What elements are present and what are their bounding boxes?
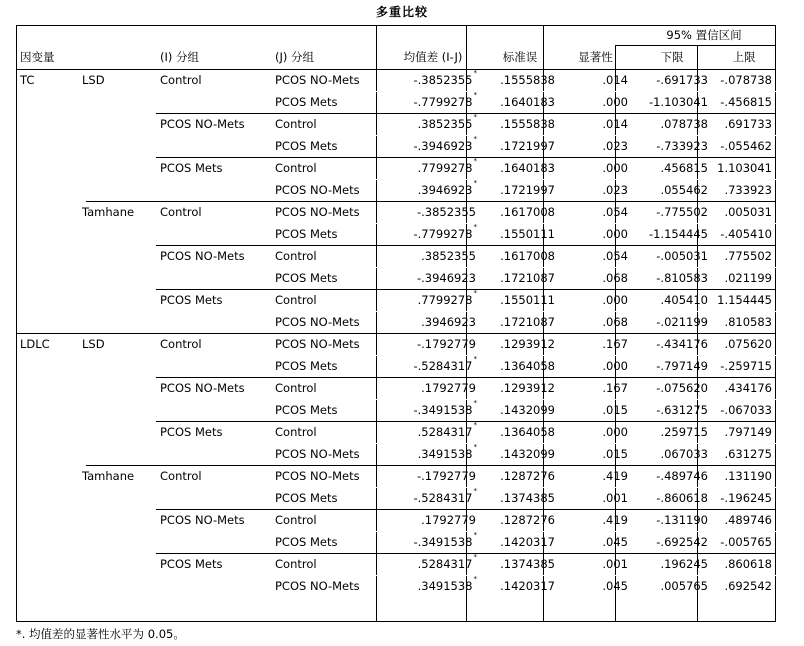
sig-cell: .167 bbox=[602, 337, 628, 351]
upper-cell: .860618 bbox=[724, 557, 772, 571]
dependent-cell bbox=[16, 443, 78, 465]
dependent-cell bbox=[16, 311, 78, 333]
lower-cell: .405410 bbox=[660, 293, 708, 307]
col-divider bbox=[376, 25, 377, 622]
upper-cell: -.055462 bbox=[720, 139, 772, 153]
row-separator bbox=[376, 135, 776, 136]
mean-diff-cell: -.3946923 bbox=[416, 271, 476, 285]
j-group-cell: PCOS Mets bbox=[275, 139, 338, 153]
table-row bbox=[16, 245, 776, 267]
std-err-cell: .1555838 bbox=[500, 117, 555, 131]
significance-marker: * bbox=[473, 179, 477, 187]
sig-cell: .000 bbox=[602, 293, 628, 307]
lower-cell: -.691733 bbox=[656, 73, 708, 87]
i-group-cell: PCOS NO-Mets bbox=[160, 381, 245, 395]
upper-cell: -.456815 bbox=[720, 95, 772, 109]
method-cell bbox=[78, 443, 156, 465]
upper-cell: .434176 bbox=[724, 381, 772, 395]
lower-cell: -.489746 bbox=[656, 469, 708, 483]
j-group-cell: PCOS Mets bbox=[275, 491, 338, 505]
j-group-cell: PCOS NO-Mets bbox=[275, 73, 360, 87]
row-separator bbox=[376, 575, 776, 576]
dependent-cell bbox=[16, 267, 78, 289]
std-err-cell: .1432099 bbox=[500, 447, 555, 461]
std-err-cell: .1432099 bbox=[500, 403, 555, 417]
mean-diff-cell: -.1792779 bbox=[416, 337, 476, 351]
table-row bbox=[16, 179, 776, 201]
group-rule bbox=[156, 289, 776, 290]
mean-diff-cell: -.3852355 bbox=[416, 205, 476, 219]
table-row bbox=[16, 399, 776, 421]
lower-cell: -1.103041 bbox=[648, 95, 708, 109]
dependent-cell bbox=[16, 91, 78, 113]
row-separator bbox=[376, 91, 776, 92]
i-group-cell bbox=[156, 135, 271, 157]
i-group-cell bbox=[156, 223, 271, 245]
upper-cell: .131190 bbox=[724, 469, 772, 483]
significance-marker: * bbox=[473, 487, 477, 495]
dependent-cell bbox=[16, 377, 78, 399]
sig-cell: .014 bbox=[602, 73, 628, 87]
sig-cell: .045 bbox=[602, 535, 628, 549]
j-group-cell: PCOS NO-Mets bbox=[275, 183, 360, 197]
i-group-cell: PCOS NO-Mets bbox=[160, 513, 245, 527]
mean-diff-cell: .3852355 bbox=[421, 249, 476, 263]
group-rule bbox=[156, 245, 776, 246]
mean-diff-cell: .3946923* bbox=[417, 179, 477, 197]
mean-diff-cell: -.3852355* bbox=[413, 69, 477, 87]
method-cell bbox=[78, 553, 156, 575]
table-row bbox=[16, 509, 776, 531]
mean-diff-cell: .5284317* bbox=[417, 421, 477, 439]
mean-diff-cell: -.3491538* bbox=[413, 399, 477, 417]
table-row bbox=[16, 487, 776, 509]
std-err-cell: .1617008 bbox=[500, 249, 555, 263]
upper-cell: .810583 bbox=[724, 315, 772, 329]
dependent-cell bbox=[16, 223, 78, 245]
method-cell bbox=[78, 575, 156, 597]
table-row bbox=[16, 465, 776, 487]
upper-cell: .797149 bbox=[724, 425, 772, 439]
mean-diff-cell: .1792779 bbox=[421, 513, 476, 527]
upper-cell: -.405410 bbox=[720, 227, 772, 241]
table-title: 多重比较 bbox=[375, 5, 428, 19]
method-cell bbox=[78, 399, 156, 421]
method-cell bbox=[78, 289, 156, 311]
lower-cell: -.021199 bbox=[656, 315, 708, 329]
method-cell bbox=[78, 487, 156, 509]
sig-cell: .000 bbox=[602, 95, 628, 109]
std-err-cell: .1640183 bbox=[500, 161, 555, 175]
row-separator bbox=[376, 443, 776, 444]
significance-marker: * bbox=[473, 553, 477, 561]
dependent-cell bbox=[16, 465, 78, 487]
group-rule bbox=[86, 465, 776, 466]
dependent-cell bbox=[16, 553, 78, 575]
table-row bbox=[16, 355, 776, 377]
j-group-cell: PCOS NO-Mets bbox=[275, 579, 360, 593]
j-group-cell: PCOS NO-Mets bbox=[275, 447, 360, 461]
std-err-cell: .1721997 bbox=[500, 183, 555, 197]
dependent-cell bbox=[16, 179, 78, 201]
table-row bbox=[16, 113, 776, 135]
j-group-cell: PCOS NO-Mets bbox=[275, 315, 360, 329]
row-separator bbox=[376, 267, 776, 268]
method-cell bbox=[78, 223, 156, 245]
lower-cell: .259715 bbox=[660, 425, 708, 439]
sig-header: 显著性 bbox=[578, 50, 613, 64]
row-separator bbox=[376, 487, 776, 488]
table-row bbox=[16, 443, 776, 465]
std-err-cell: .1721087 bbox=[500, 271, 555, 285]
sig-cell: .015 bbox=[602, 403, 628, 417]
lower-header: 下限 bbox=[660, 50, 684, 64]
table-row bbox=[16, 69, 776, 91]
significance-marker: * bbox=[473, 135, 477, 143]
i-group-cell bbox=[156, 487, 271, 509]
lower-cell: .456815 bbox=[660, 161, 708, 175]
row-separator bbox=[376, 179, 776, 180]
j-group-header: (J) 分组 bbox=[275, 50, 315, 64]
table-row bbox=[16, 421, 776, 443]
dependent-cell bbox=[16, 113, 78, 135]
i-group-cell bbox=[156, 267, 271, 289]
sig-cell: .000 bbox=[602, 425, 628, 439]
table-row bbox=[16, 135, 776, 157]
std-err-cell: .1293912 bbox=[500, 337, 555, 351]
std-err-cell: .1420317 bbox=[500, 579, 555, 593]
j-group-cell: Control bbox=[275, 557, 317, 571]
i-group-cell: PCOS NO-Mets bbox=[160, 249, 245, 263]
method-cell bbox=[78, 509, 156, 531]
method-cell bbox=[78, 311, 156, 333]
upper-cell: -.196245 bbox=[720, 491, 772, 505]
group-rule bbox=[156, 421, 776, 422]
table-row bbox=[16, 289, 776, 311]
row-separator bbox=[376, 399, 776, 400]
table-row bbox=[16, 223, 776, 245]
dependent-cell bbox=[16, 355, 78, 377]
lower-cell: -.797149 bbox=[656, 359, 708, 373]
std-err-header: 标准误 bbox=[502, 50, 538, 64]
table-row bbox=[16, 531, 776, 553]
sig-cell: .001 bbox=[602, 557, 628, 571]
i-group-cell bbox=[156, 311, 271, 333]
mean-diff-cell: .7799278* bbox=[417, 289, 477, 307]
upper-cell: .005031 bbox=[724, 205, 772, 219]
upper-cell: .692542 bbox=[724, 579, 772, 593]
sig-cell: .000 bbox=[602, 227, 628, 241]
row-separator bbox=[376, 311, 776, 312]
std-err-cell: .1721087 bbox=[500, 315, 555, 329]
significance-marker: * bbox=[473, 421, 477, 429]
std-err-cell: .1374385 bbox=[500, 491, 555, 505]
mean-diff-cell: -.7799278* bbox=[413, 223, 477, 241]
table-row bbox=[16, 311, 776, 333]
sig-cell: .001 bbox=[602, 491, 628, 505]
method-cell bbox=[78, 355, 156, 377]
ci-header: 95% 置信区间 bbox=[666, 28, 742, 42]
row-separator bbox=[376, 531, 776, 532]
significance-marker: * bbox=[473, 289, 477, 297]
dependent-cell bbox=[16, 135, 78, 157]
i-group-cell bbox=[156, 443, 271, 465]
upper-cell: .021199 bbox=[724, 271, 772, 285]
group-rule bbox=[156, 377, 776, 378]
method-cell bbox=[78, 179, 156, 201]
std-err-cell: .1721997 bbox=[500, 139, 555, 153]
sig-cell: .167 bbox=[602, 381, 628, 395]
footnote: *. 均值差的显著性水平为 0.05。 bbox=[16, 627, 185, 641]
dependent-cell bbox=[16, 421, 78, 443]
method-cell bbox=[78, 245, 156, 267]
std-err-cell: .1640183 bbox=[500, 95, 555, 109]
upper-cell: .631275 bbox=[724, 447, 772, 461]
significance-marker: * bbox=[473, 69, 477, 77]
mean-diff-cell: -.3491538* bbox=[413, 531, 477, 549]
dependent-cell bbox=[16, 201, 78, 223]
j-group-cell: Control bbox=[275, 161, 317, 175]
group-rule bbox=[156, 113, 776, 114]
j-group-cell: PCOS Mets bbox=[275, 403, 338, 417]
i-group-header: (I) 分组 bbox=[160, 50, 200, 64]
lower-cell: -.692542 bbox=[656, 535, 708, 549]
sig-cell: .054 bbox=[602, 249, 628, 263]
lower-cell: -.131190 bbox=[656, 513, 708, 527]
upper-cell: -.067033 bbox=[720, 403, 772, 417]
i-group-cell: PCOS NO-Mets bbox=[160, 117, 245, 131]
i-group-cell bbox=[156, 575, 271, 597]
std-err-cell: .1364058 bbox=[500, 359, 555, 373]
method-cell bbox=[78, 421, 156, 443]
std-err-cell: .1420317 bbox=[500, 535, 555, 549]
i-group-cell: PCOS Mets bbox=[160, 557, 223, 571]
upper-cell: 1.103041 bbox=[717, 161, 772, 175]
method-cell bbox=[78, 91, 156, 113]
sig-cell: .023 bbox=[602, 139, 628, 153]
dependent-cell bbox=[16, 289, 78, 311]
mean-diff-cell: -.1792779 bbox=[416, 469, 476, 483]
group-rule bbox=[156, 157, 776, 158]
mean-diff-cell: .5284317* bbox=[417, 553, 477, 571]
row-separator bbox=[376, 355, 776, 356]
i-group-cell bbox=[156, 91, 271, 113]
sig-cell: .000 bbox=[602, 359, 628, 373]
std-err-cell: .1555838 bbox=[500, 73, 555, 87]
j-group-cell: PCOS Mets bbox=[275, 95, 338, 109]
method-cell bbox=[78, 267, 156, 289]
i-group-cell: Control bbox=[160, 73, 202, 87]
sig-cell: .068 bbox=[602, 271, 628, 285]
table-row bbox=[16, 157, 776, 179]
std-err-cell: .1374385 bbox=[500, 557, 555, 571]
sig-cell: .000 bbox=[602, 161, 628, 175]
dependent-cell bbox=[16, 399, 78, 421]
j-group-cell: Control bbox=[275, 117, 317, 131]
header-rule bbox=[16, 69, 776, 70]
group-rule bbox=[156, 553, 776, 554]
mean-diff-header: 均值差 (I-J) bbox=[403, 50, 463, 64]
table-row bbox=[16, 333, 776, 355]
mean-diff-cell: -.5284317* bbox=[413, 355, 477, 373]
mean-diff-cell: .3946923 bbox=[421, 315, 476, 329]
upper-header: 上限 bbox=[732, 50, 756, 64]
i-group-cell: PCOS Mets bbox=[160, 425, 223, 439]
upper-cell: 1.154445 bbox=[717, 293, 772, 307]
method-cell bbox=[78, 113, 156, 135]
significance-marker: * bbox=[473, 399, 477, 407]
i-group-cell: PCOS Mets bbox=[160, 161, 223, 175]
std-err-cell: .1287276 bbox=[500, 469, 555, 483]
section-rule bbox=[16, 333, 776, 334]
method-cell: Tamhane bbox=[82, 205, 135, 219]
group-rule bbox=[156, 509, 776, 510]
method-cell: LSD bbox=[82, 73, 105, 87]
dependent-cell bbox=[16, 531, 78, 553]
dependent-header: 因变量 bbox=[20, 50, 55, 64]
std-err-cell: .1550111 bbox=[500, 227, 555, 241]
sig-cell: .015 bbox=[602, 447, 628, 461]
col-divider bbox=[543, 25, 544, 622]
method-cell bbox=[78, 157, 156, 179]
method-header bbox=[78, 45, 156, 69]
upper-cell: .075620 bbox=[724, 337, 772, 351]
significance-marker: * bbox=[473, 575, 477, 583]
i-group-cell bbox=[156, 399, 271, 421]
sig-cell: .045 bbox=[602, 579, 628, 593]
lower-cell: .055462 bbox=[660, 183, 708, 197]
mean-diff-cell: -.3946923* bbox=[413, 135, 477, 153]
method-cell bbox=[78, 377, 156, 399]
sig-cell: .068 bbox=[602, 315, 628, 329]
method-cell: Tamhane bbox=[82, 469, 135, 483]
table-row bbox=[16, 553, 776, 575]
i-group-cell: Control bbox=[160, 337, 202, 351]
j-group-cell: PCOS NO-Mets bbox=[275, 469, 360, 483]
method-cell bbox=[78, 135, 156, 157]
mean-diff-cell: .7799278* bbox=[417, 157, 477, 175]
j-group-cell: PCOS Mets bbox=[275, 359, 338, 373]
upper-cell: .489746 bbox=[724, 513, 772, 527]
table-row bbox=[16, 201, 776, 223]
significance-marker: * bbox=[473, 91, 477, 99]
lower-cell: .005765 bbox=[660, 579, 708, 593]
dependent-cell: LDLC bbox=[20, 337, 50, 351]
std-err-cell: .1293912 bbox=[500, 381, 555, 395]
lower-cell: -.631275 bbox=[656, 403, 708, 417]
lower-cell: -.810583 bbox=[656, 271, 708, 285]
j-group-cell: PCOS Mets bbox=[275, 535, 338, 549]
upper-cell: .733923 bbox=[724, 183, 772, 197]
i-group-cell: PCOS Mets bbox=[160, 293, 223, 307]
j-group-cell: Control bbox=[275, 513, 317, 527]
dependent-cell bbox=[16, 487, 78, 509]
upper-cell: -.078738 bbox=[720, 73, 772, 87]
lower-cell: .078738 bbox=[660, 117, 708, 131]
lower-cell: .067033 bbox=[660, 447, 708, 461]
table-row bbox=[16, 377, 776, 399]
group-rule bbox=[86, 201, 776, 202]
dependent-cell bbox=[16, 575, 78, 597]
significance-marker: * bbox=[473, 531, 477, 539]
lower-cell: -.434176 bbox=[656, 337, 708, 351]
table-row bbox=[16, 575, 776, 597]
i-group-cell: Control bbox=[160, 469, 202, 483]
table-row bbox=[16, 91, 776, 113]
table-row bbox=[16, 267, 776, 289]
std-err-cell: .1287276 bbox=[500, 513, 555, 527]
j-group-cell: Control bbox=[275, 425, 317, 439]
mean-diff-cell: .3852355* bbox=[417, 113, 477, 131]
j-group-cell: Control bbox=[275, 249, 317, 263]
std-err-cell: .1364058 bbox=[500, 425, 555, 439]
i-group-cell: Control bbox=[160, 205, 202, 219]
dependent-cell: TC bbox=[20, 73, 35, 87]
lower-cell: -.075620 bbox=[656, 381, 708, 395]
upper-cell: -.005765 bbox=[720, 535, 772, 549]
lower-cell: -.005031 bbox=[656, 249, 708, 263]
sig-cell: .419 bbox=[602, 469, 628, 483]
dependent-cell bbox=[16, 157, 78, 179]
std-err-cell: .1550111 bbox=[500, 293, 555, 307]
lower-cell: -.733923 bbox=[656, 139, 708, 153]
col-divider bbox=[466, 25, 467, 622]
lower-cell: -.860618 bbox=[656, 491, 708, 505]
sig-cell: .023 bbox=[602, 183, 628, 197]
sig-cell: .419 bbox=[602, 513, 628, 527]
upper-cell: .775502 bbox=[724, 249, 772, 263]
i-group-cell bbox=[156, 179, 271, 201]
mean-diff-cell: -.7799278* bbox=[413, 91, 477, 109]
i-group-cell bbox=[156, 355, 271, 377]
upper-cell: .691733 bbox=[724, 117, 772, 131]
significance-marker: * bbox=[473, 355, 477, 363]
sig-cell: .014 bbox=[602, 117, 628, 131]
significance-marker: * bbox=[473, 157, 477, 165]
lower-cell: .196245 bbox=[660, 557, 708, 571]
significance-marker: * bbox=[473, 113, 477, 121]
std-err-cell: .1617008 bbox=[500, 205, 555, 219]
j-group-cell: PCOS NO-Mets bbox=[275, 337, 360, 351]
j-group-cell: Control bbox=[275, 381, 317, 395]
sig-cell: .054 bbox=[602, 205, 628, 219]
j-group-cell: PCOS Mets bbox=[275, 271, 338, 285]
row-separator bbox=[376, 223, 776, 224]
method-cell: LSD bbox=[82, 337, 105, 351]
i-group-cell bbox=[156, 531, 271, 553]
lower-cell: -.775502 bbox=[656, 205, 708, 219]
mean-diff-cell: .1792779 bbox=[421, 381, 476, 395]
mean-diff-cell: .3491538* bbox=[417, 575, 477, 593]
method-cell bbox=[78, 531, 156, 553]
upper-cell: -.259715 bbox=[720, 359, 772, 373]
mean-diff-cell: -.5284317* bbox=[413, 487, 477, 505]
j-group-cell: Control bbox=[275, 293, 317, 307]
significance-marker: * bbox=[473, 223, 477, 231]
dependent-cell bbox=[16, 509, 78, 531]
lower-cell: -1.154445 bbox=[648, 227, 708, 241]
ci-underline bbox=[615, 45, 776, 46]
significance-marker: * bbox=[473, 443, 477, 451]
mean-diff-cell: .3491538* bbox=[417, 443, 477, 461]
j-group-cell: PCOS Mets bbox=[275, 227, 338, 241]
j-group-cell: PCOS NO-Mets bbox=[275, 205, 360, 219]
dependent-cell bbox=[16, 245, 78, 267]
